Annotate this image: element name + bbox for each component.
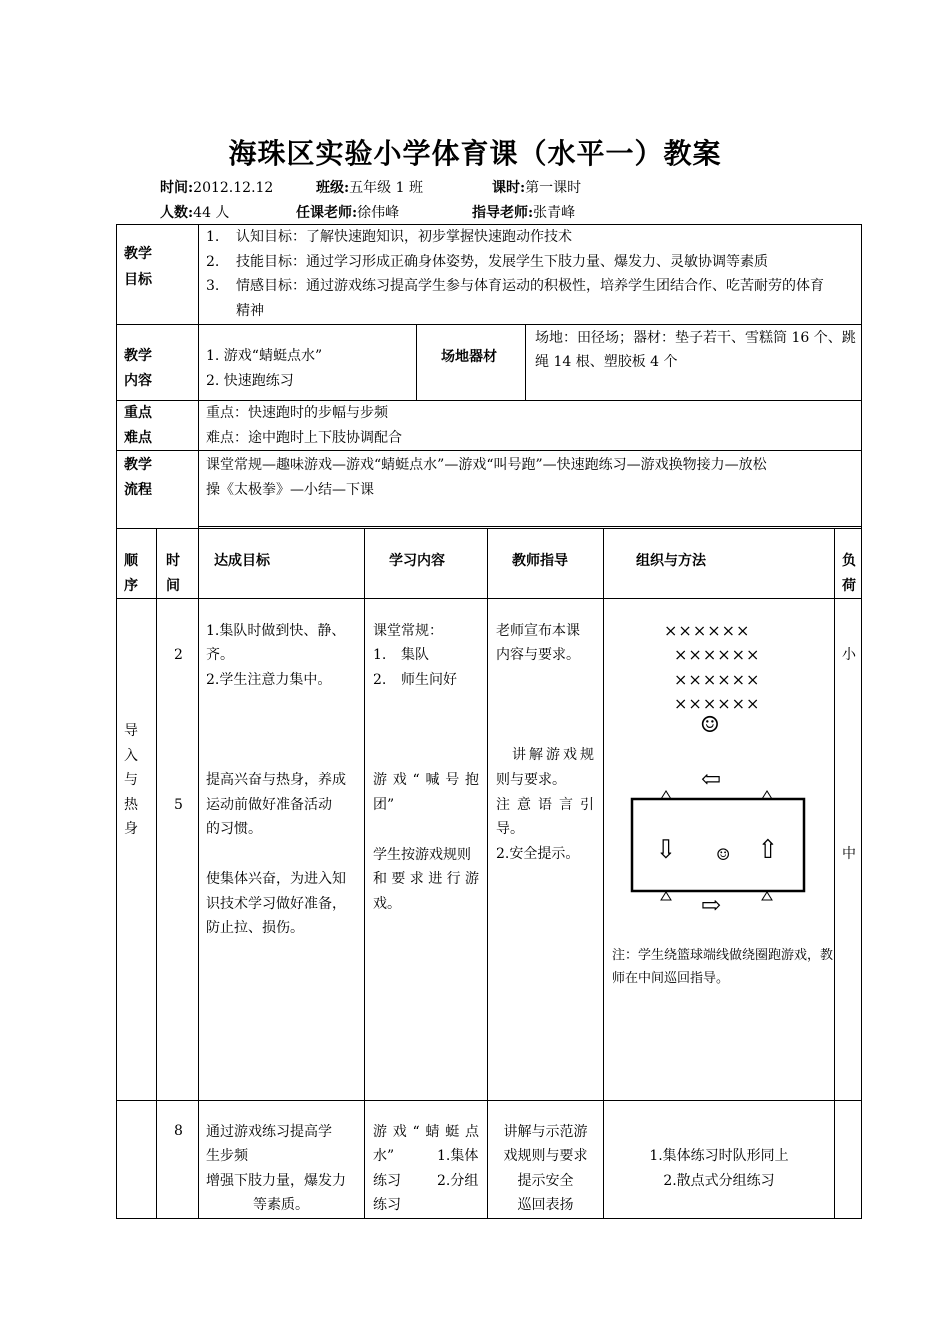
arrow-right-icon: ⇨ — [701, 891, 722, 919]
header-load-2: 荷 — [842, 578, 856, 594]
learn-a-title: 课堂常规： — [373, 623, 443, 639]
goal-item-1: 认知目标：了解快速跑知识，初步掌握快速跑动作技术 — [236, 229, 572, 245]
flow-line-2: 操《太极拳》—小结—下课 — [206, 482, 374, 498]
learn-b-line-2: 团” — [373, 797, 395, 813]
header-teach: 教师指导 — [512, 553, 568, 569]
cone-icon — [661, 892, 671, 900]
learn-a-num-2: 2. — [373, 672, 387, 688]
goal-b-line-2: 运动前做好准备活动 — [206, 797, 332, 813]
teach-a-line-2: 内容与要求。 — [496, 647, 580, 663]
header-time-2: 间 — [166, 578, 180, 594]
class-label: 班级: — [316, 180, 350, 196]
note-line-2: 师在中间巡回指导。 — [612, 971, 730, 986]
venue-label: 场地器材 — [441, 349, 497, 365]
header-time-1: 时 — [166, 553, 180, 569]
flow-label-1: 教学 — [124, 457, 152, 473]
stage-char-3: 与 — [124, 772, 138, 788]
s2-goal-line-3: 增强下肢力量，爆发力 — [206, 1173, 346, 1189]
goal-a-line-2: 齐。 — [206, 647, 234, 663]
goal-item-2: 技能目标：通过学习形成正确身体姿势，发展学生下肢力量、爆发力、灵敏协调等素质 — [236, 254, 768, 270]
count-value: 44 人 — [193, 205, 230, 221]
stage-char-2: 入 — [124, 748, 138, 764]
s2-learn-line-5: 2.分组 — [437, 1173, 479, 1189]
s2-learn-line-1: 游戏“蜻蜓点 — [373, 1124, 479, 1140]
load-b: 中 — [842, 846, 856, 862]
goal-num-2: 2. — [206, 254, 220, 270]
learn-a-item-2: 师生问好 — [401, 672, 457, 688]
content-line-1: 1. 游戏“蜻蜓点水” — [206, 348, 323, 364]
content-label-1: 教学 — [124, 348, 152, 364]
s2-teach-line-4: 巡回表扬 — [517, 1197, 574, 1213]
class-value: 五年级 1 班 — [349, 180, 423, 196]
meta-count — [160, 202, 229, 222]
stage-char-5: 身 — [124, 821, 138, 837]
focus-line-2: 难点：途中跑时上下肢协调配合 — [206, 430, 402, 446]
period-label: 课时: — [492, 180, 526, 196]
learn-a-num-1: 1. — [373, 647, 387, 663]
teach-b-line-1: 讲解游戏规 — [512, 747, 594, 763]
period-value: 第一课时 — [525, 180, 582, 196]
page-title: 海珠区实验小学体育课（水平一）教案 — [228, 137, 722, 170]
goals-label-2: 目标 — [124, 272, 152, 288]
learn-c-line-1: 学生按游戏规则 — [373, 847, 471, 863]
goals-label-1: 教学 — [124, 246, 152, 262]
meta-guide — [472, 202, 575, 222]
arrow-down-icon: ⇩ — [655, 835, 677, 865]
stage-char-1: 导 — [124, 723, 138, 739]
teacher-smiley-icon: ☺ — [700, 713, 720, 738]
s2-teach-line-2: 戏规则与要求 — [503, 1148, 588, 1164]
goal-b-line-1: 提高兴奋与热身，养成 — [206, 772, 346, 788]
guide-value: 张青峰 — [533, 205, 576, 221]
focus-line-1: 重点：快速跑时的步幅与步频 — [206, 405, 388, 421]
s2-learn-line-4: 练习 — [373, 1173, 401, 1189]
learn-c-line-3: 戏。 — [373, 896, 401, 912]
formation-row-1: ×××××× — [664, 621, 751, 640]
teacher-value: 徐伟峰 — [357, 205, 400, 221]
load-a: 小 — [842, 647, 856, 663]
arrow-up-icon: ⇧ — [757, 835, 779, 865]
focus-label-2: 难点 — [124, 430, 152, 446]
formation-row-3: ×××××× — [674, 670, 761, 689]
learn-b-line-1: 游戏“喊号抱 — [373, 772, 479, 788]
meta-period — [492, 177, 581, 197]
venue-line-2: 绳 14 根、塑胶板 4 个 — [535, 354, 678, 370]
goal-c-line-3: 防止拉、损伤。 — [206, 920, 304, 936]
s2-time: 8 — [174, 1123, 183, 1139]
teach-b-line-2: 则与要求。 — [496, 772, 566, 788]
time-b: 5 — [174, 797, 183, 813]
cone-icon — [762, 892, 772, 900]
goal-a-line-3: 2.学生注意力集中。 — [206, 672, 332, 688]
time-label: 时间: — [160, 180, 194, 196]
s2-learn-line-6: 练习 — [373, 1197, 401, 1213]
learn-c-line-2: 和要求进行游 — [373, 871, 479, 887]
s2-teach-line-3: 提示安全 — [517, 1173, 574, 1189]
header-learn: 学习内容 — [389, 553, 445, 569]
header-order-2: 序 — [124, 578, 138, 594]
content-line-2: 2. 快速跑练习 — [206, 373, 294, 389]
s2-org-line-1: 1.集体练习时队形同上 — [649, 1148, 789, 1164]
formation-row-2: ×××××× — [674, 645, 761, 664]
header-load-1: 负 — [842, 553, 856, 569]
s2-goal-line-4: 等素质。 — [253, 1197, 309, 1213]
s2-teach-line-1: 讲解与示范游 — [503, 1124, 588, 1140]
goal-item-3-cont: 精神 — [236, 303, 264, 319]
learn-a-item-1: 集队 — [401, 647, 429, 663]
teach-b-line-5: 2.安全提示。 — [496, 846, 580, 862]
s2-org-line-2: 2.散点式分组练习 — [663, 1173, 775, 1189]
header-goal: 达成目标 — [214, 553, 270, 569]
arrow-left-icon: ⇦ — [701, 765, 722, 793]
note-line-1: 注：学生绕篮球端线做绕圈跑游戏，教 — [612, 948, 834, 963]
goal-num-1: 1. — [206, 229, 220, 245]
goal-item-3: 情感目标：通过游戏练习提高学生参与体育运动的积极性，培养学生团结合作、吃苦耐劳的体育 — [236, 278, 824, 294]
guide-label: 指导老师: — [472, 205, 534, 221]
teach-a-line-1: 老师宣布本课 — [496, 623, 580, 639]
header-order-1: 顺 — [124, 553, 138, 569]
content-label-2: 内容 — [124, 373, 152, 389]
flow-label-2: 流程 — [124, 482, 152, 498]
meta-teacher — [296, 202, 399, 222]
goal-c-line-1: 使集体兴奋，为进入知 — [206, 871, 346, 887]
center-smiley-icon: ☺ — [716, 845, 731, 864]
s2-learn-line-3: 1.集体 — [437, 1148, 479, 1164]
time-a: 2 — [174, 647, 183, 663]
meta-time — [160, 177, 273, 197]
flow-line-1: 课堂常规—趣味游戏—游戏“蜻蜓点水”—游戏“叫号跑”—快速跑练习—游戏换物接力—放松 — [206, 457, 767, 473]
stage-char-4: 热 — [124, 797, 138, 813]
focus-label-1: 重点 — [124, 405, 152, 421]
formation-row-4: ×××××× — [674, 694, 761, 713]
meta-class — [316, 177, 423, 197]
header-org: 组织与方法 — [636, 553, 706, 569]
teacher-label: 任课老师: — [296, 205, 358, 221]
s2-goal-line-1: 通过游戏练习提高学 — [206, 1124, 332, 1140]
time-value: 2012.12.12 — [193, 180, 274, 196]
goal-b-line-3: 的习惯。 — [206, 821, 262, 837]
teach-b-line-3: 注意语言引 — [496, 797, 594, 813]
goal-num-3: 3. — [206, 278, 220, 294]
s2-goal-line-2: 生步频 — [206, 1148, 248, 1164]
goal-a-line-1: 1.集队时做到快、静、 — [206, 623, 346, 639]
goal-c-line-2: 识技术学习做好准备， — [206, 896, 346, 912]
s2-learn-line-2: 水” — [373, 1148, 395, 1164]
venue-line-1: 场地：田径场；器材：垫子若干、雪糕筒 16 个、跳 — [535, 330, 856, 346]
count-label: 人数: — [160, 205, 194, 221]
teach-b-line-4: 导。 — [496, 821, 524, 837]
